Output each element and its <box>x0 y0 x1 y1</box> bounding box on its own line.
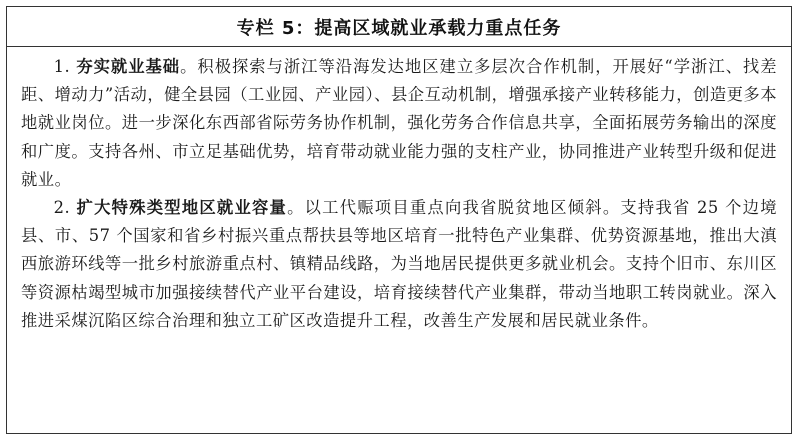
box-content <box>7 47 791 335</box>
item-body: 。以工代赈项目重点向我省脱贫地区倾斜。支持我省 25 个边境县、市、57 个国家和省乡村振兴重点帮扶县等地区培育一批特色产业集群、优势资源基地，推出大滇西旅游环线等一批乡村旅游重点村、镇精品线路，为当地居民提供更多就业机会。支持个旧市、东川区等资源枯竭型城市加强接续替代产业平台建设，培育接续替代产业集群，带动当地职工转岗就业。深入推进采煤沉陷区综合治理和独立工矿区改造提升工程，改善生产发展和居民就业条件。 <box>21 198 777 330</box>
item-number: 1. <box>53 57 77 76</box>
list-item <box>21 194 777 335</box>
column-box <box>6 6 792 434</box>
item-heading: 扩大特殊类型地区就业容量 <box>76 198 288 218</box>
item-number: 2. <box>53 198 77 218</box>
list-item <box>21 53 777 194</box>
title-row <box>7 7 791 47</box>
box-title: 专栏 5：提高区域就业承载力重点任务 <box>236 17 562 39</box>
item-heading: 夯实就业基础 <box>76 57 181 76</box>
item-body: 。积极探索与浙江等沿海发达地区建立多层次合作机制，开展好“学浙江、找差距、增动力”活动，健全县园（工业园、产业园）、县企互动机制，增强承接产业转移能力，创造更多本地就业岗位。进一步深化东西部省际劳务协作机制，强化劳务合作信息共享，全面拓展劳务输出的深度和广度。支持各州、市立足基础优势，培育带动就业能力强的支柱产业，协同推进产业转型升级和促进就业。 <box>21 57 777 189</box>
